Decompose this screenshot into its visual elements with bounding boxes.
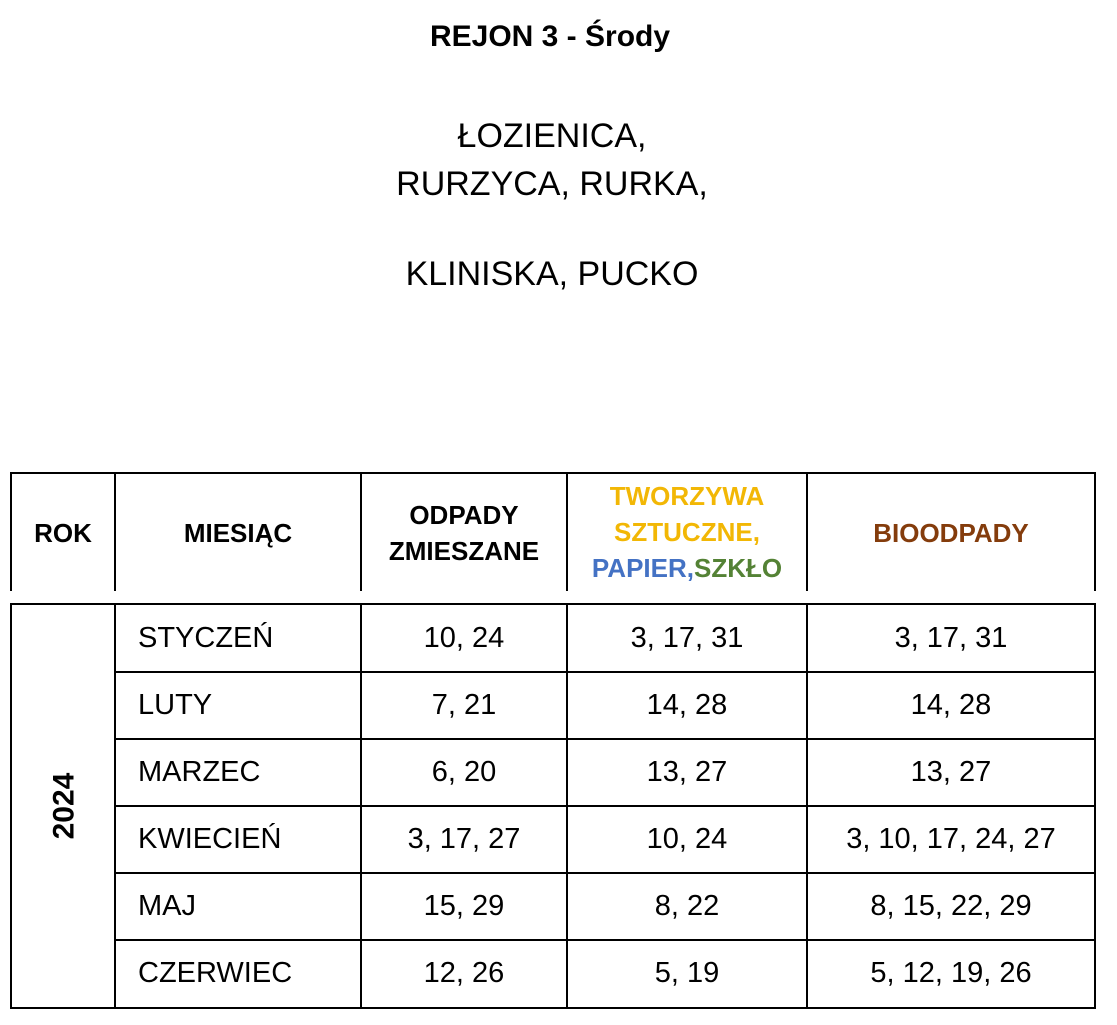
mixed-waste-cell: 10, 24 [423, 621, 505, 654]
header-miesiac: MIESIĄC [183, 517, 293, 548]
spacer [0, 208, 1104, 250]
schedule-table [10, 603, 1096, 1009]
bio-waste-cell: 3, 10, 17, 24, 27 [846, 822, 1056, 855]
year-label: 2024 [47, 772, 80, 840]
page-title: REJON 3 - Środy [429, 20, 671, 53]
plastic-paper-glass-cell: 3, 17, 31 [630, 621, 744, 654]
bio-waste-cell: 8, 15, 22, 29 [870, 889, 1032, 922]
row-divider [116, 939, 1094, 941]
header-tworzywa [568, 474, 806, 591]
header-papier: PAPIER, [591, 553, 694, 583]
year-cell [12, 605, 116, 1007]
header-odpady-zmieszane [362, 474, 566, 591]
month-cell: LUTY [138, 688, 213, 721]
month-cell: MARZEC [138, 755, 261, 788]
bio-waste-cell: 14, 28 [910, 688, 992, 721]
month-cell: CZERWIEC [138, 956, 293, 989]
header-tworzywa-line1: TWORZYWA [609, 481, 765, 511]
village-list [0, 112, 1104, 298]
month-cell: MAJ [138, 889, 196, 922]
header-odpady-line1: ODPADY [409, 499, 519, 530]
mixed-waste-cell: 7, 21 [431, 688, 497, 721]
header-szklo: SZKŁO [694, 553, 783, 583]
row-divider [116, 671, 1094, 673]
plastic-paper-glass-cell: 5, 19 [654, 956, 720, 989]
mixed-waste-cell: 12, 26 [423, 956, 505, 989]
mixed-waste-cell: 3, 17, 27 [407, 822, 521, 855]
header-odpady-line2: ZMIESZANE [388, 535, 540, 566]
village-line: KLINISKA, PUCKO [405, 255, 699, 293]
header-rok: ROK [34, 517, 92, 548]
month-cell: STYCZEŃ [138, 621, 274, 654]
village-line: ŁOZIENICA, [457, 117, 647, 155]
bio-waste-cell: 13, 27 [910, 755, 992, 788]
plastic-paper-glass-cell: 8, 22 [654, 889, 720, 922]
village-line: RURZYCA, RURKA, [396, 165, 708, 203]
row-divider [116, 738, 1094, 740]
month-cell: KWIECIEŃ [138, 822, 282, 855]
bio-waste-cell: 3, 17, 31 [894, 621, 1008, 654]
row-divider [116, 872, 1094, 874]
header-tworzywa-line2: SZTUCZNE, [614, 517, 760, 547]
mixed-waste-cell: 6, 20 [431, 755, 497, 788]
plastic-paper-glass-cell: 13, 27 [646, 755, 728, 788]
row-divider [116, 805, 1094, 807]
bio-waste-cell: 5, 12, 19, 26 [870, 956, 1032, 989]
mixed-waste-cell: 15, 29 [423, 889, 505, 922]
plastic-paper-glass-cell: 10, 24 [646, 822, 728, 855]
plastic-paper-glass-cell: 14, 28 [646, 688, 728, 721]
schedule-table-header [10, 472, 1096, 591]
header-bioodpady: BIOODPADY [873, 517, 1029, 548]
